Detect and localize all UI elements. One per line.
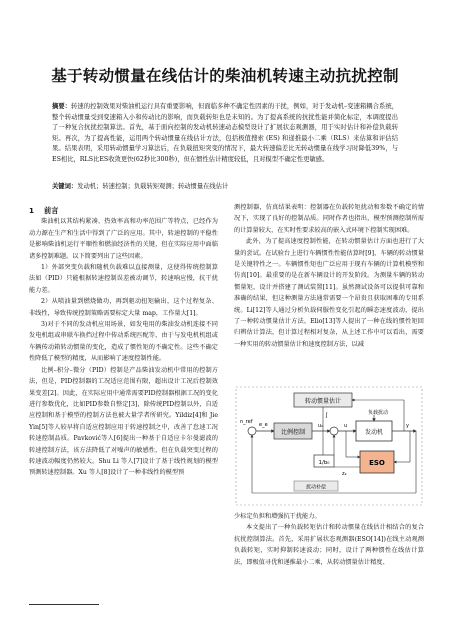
engine-label: 发动机 <box>364 429 384 436</box>
u0-label: u₀ <box>318 423 324 429</box>
abstract-text: 转速的控制效果对柴油机运行具有重要影响，但面临多种不确定性因素的干扰，例如，对于发动机–变速箱耦合系统，整个转动惯量受到变速箱入小和传动比的影响，而负载转矩也是未知的。为了提高系统的抗扰性能并简化标定，本调度提出了一种复合抗扰控制算法。首先，基于面向控制的发动机转速动态模型设计了扩展状态观测器，用于实时估计和补偿负载转矩。再次，为了提高性能，运用两个转动惯量在线估计方法，包括极值搜索 (ES) 和递推最小二乘（RLS）来估算和评估结果。结果表明，采用转动惯量学习算法后，在负载扭矩突变的情况下，最大转速偏差比无转动惯量在线学习时降低39%，与ES相比，RLS比ES收敛更快(62秒比300秒)，但在惯性估计精度较低，且对模型不确定性更敏感。 <box>52 103 398 163</box>
paragraph: 比例–积分–微分（PID）控制是产品柴油发动机中常用的控制方法，但是，PID控制器的工况适应范围有限，超出设计工况后控制效果变差[2]。因此，在实际应用中通常需要PID控制器根据工况的变化进行参数优化，比如PID参数自整定[3]，除传统PID控制以外，自适应控制和基于模型的控制方法也被大量学者所研究。Yildiz[4]和 Jie Yin[5]等人较早将自适应控制应用于转速控制之中，改善了怠速工况转速控制品质。Pavković等人[6]提出一种基于自适应卡尔曼滤波的转速控制方法，该方法降低了对噪声的敏感性，但在负载突变过程的转速波动幅度仍然较大。Shu Li 等人[7]设计了基于线性规划的模型预测转速控制器。Xu 等人[8]设计了一种非线性的模型预 <box>29 366 218 477</box>
paragraph: 1）外部突变负载和随机负载难以直接测量，这使得传统控制算法如（PID）只能根据转速控制误差被动调节，转速响应慢，抗干扰能力差。 <box>29 264 218 294</box>
section-number: 1 <box>29 206 35 215</box>
paragraph: 此外，为了提高速度控制性能，在转动惯量估计方面也进行了大量的尝试。在试验台上进行车辆惯性性能估算时[9]，车辆的转动惯量是关键特性之一。车辆惯性矩也广泛应用于现有车辆的计算机模型和仿真[10]。最重要的是在新车辆设计的开发阶段。为测量车辆的转动惯量矩，设计并搭建了测试装置[11]。虽然测试设备可以提供可靠和准确的结果，但这种测量方法通常需要一个昂贵且获取困难的专用系统。Li[12]等人通过分析负载伺服性变化引起的瞬态速度波动，提出了一种转动惯量估计方法。Elio[13]等人提出了一种在线的惯性矩回归辨估计算法，但计算过程相对复杂，从上述工作中可以看出，需要一种实用的转动惯量估计和速度控制方法，以减 <box>234 238 424 348</box>
keywords-text: 发动机；转速控制；负载转矩观测；转动惯量在线估计 <box>77 183 229 190</box>
u-label: u <box>344 423 348 429</box>
keywords <box>52 182 398 192</box>
paragraph: 测控制器，仿真结果表明：控制器在负载转矩扰动和参数不确定的情况下，实现了良好的控制品质。同时作者也指出，模型预测控制所需的计算量较大，在实时性要求较高的嵌入式环境下控制实现困难。 <box>234 204 424 234</box>
controller-label: 比例控制 <box>280 429 306 436</box>
paragraph: 本文提出了一种负载转矩估计和转动惯量在线估计相结合的复合抗扰控制算法。首先，采用扩展状态观测器(ESO[14])在线主动观测负载转矩，实时抑制转速波动；同时，设计了两种惯性在线估计算法，即极值寻优和递推最小二乘，从转动惯量估计精度、 <box>234 524 424 566</box>
summing-junction-2 <box>330 427 338 435</box>
footnote-rule <box>29 604 99 605</box>
z2-label: z₂ <box>342 471 347 477</box>
disturbance-label: 负载扰动 <box>368 410 389 416</box>
section-title: 前言 <box>44 206 59 215</box>
j-estimate-label: Ĵ <box>326 413 328 419</box>
paper-title: 基于转动惯量在线估计的柴油机转速主动抗扰控制 <box>51 67 399 85</box>
abstract-label: 摘要： <box>52 103 72 110</box>
block-diagram-figure <box>234 385 424 508</box>
output-label: y <box>406 423 409 429</box>
section-heading <box>29 205 218 216</box>
compensation-label: 扰动补偿 <box>305 484 327 491</box>
eso-label: ESO <box>369 459 385 467</box>
ref-label: n_ref <box>240 419 253 425</box>
left-column <box>29 205 218 479</box>
right-column <box>234 202 424 350</box>
keywords-label: 关键词： <box>52 183 78 190</box>
paragraph: 柴油机以其结构紧凑、热效率高和功率范围广等特点，已经作为动力源在生产和生活中得到了广泛的应用。其中，转速控制的平稳性是影响柴油机运行平顺性和燃油经济性的关键，但在实际应用中面临诸多控制难题。以下简要列出了这些因素。 <box>29 218 218 260</box>
paragraph: 3)对于不同的发动机应用场景，如发电用的柴油发动机连接不同发电机组或串联车换挡过程中传动系统匹配等，由于与发电机机组或车辆传动箱转动惯量的变化，造成了惯性矩的不确定性。这些不确定性降低了模型的精度，从而影响了速度控制性能。 <box>29 321 218 363</box>
error-label: e_e <box>259 422 268 428</box>
right-column-continued <box>234 511 424 568</box>
paragraph: 少标定负担和增强抗干扰能力。 <box>234 513 321 520</box>
summing-junction <box>248 427 256 435</box>
inertia-estimation-label: 转动惯量估计 <box>304 398 342 405</box>
block-diagram <box>234 385 424 508</box>
abstract <box>52 102 398 166</box>
paragraph: 2）从喷油量到燃烧做功，再到驱动扭矩输出，这个过程复杂、非线性，导致传统控制策略需要标定大量 map，工作量大[1]。 <box>29 298 218 317</box>
gain-label: 1/b₀ <box>318 460 330 466</box>
